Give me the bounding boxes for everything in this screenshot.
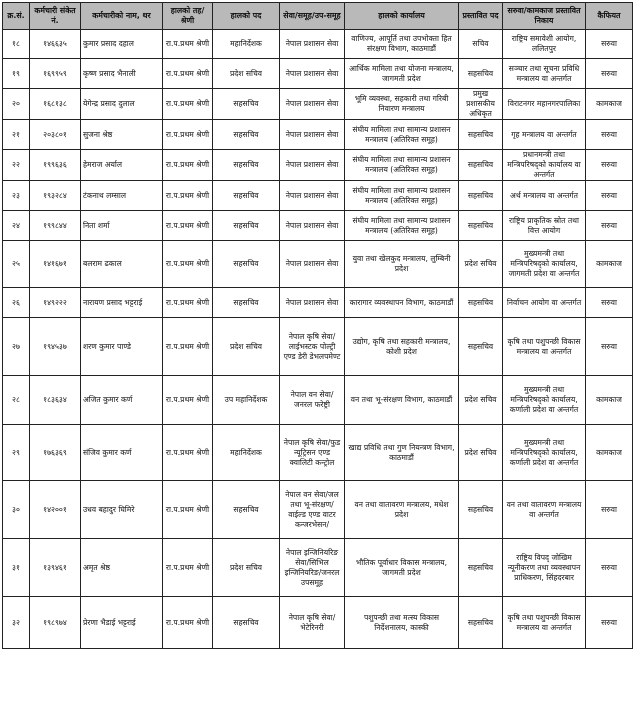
office-cell: वाणिज्य, आपूर्ति तथा उपभोक्ता हित संरक्षण विभाग, काठमाडौं bbox=[345, 30, 459, 59]
level-cell: रा.प.प्रथम श्रेणी bbox=[163, 150, 213, 181]
table-row bbox=[3, 211, 633, 241]
serial-cell: २६ bbox=[3, 288, 30, 318]
proposed-post-cell: प्रदेश सचिव bbox=[459, 425, 503, 481]
service-cell: नेपाल इन्जिनियरिङ सेवा/सिभिल इन्जिनियरिङ/जनरल उपसमूह bbox=[280, 539, 345, 597]
post-cell: उप महानिर्देशक bbox=[213, 376, 280, 425]
serial-cell: ३० bbox=[3, 481, 30, 539]
level-cell: रा.प.प्रथम श्रेणी bbox=[163, 425, 213, 481]
level-cell: रा.प.प्रथम श्रेणी bbox=[163, 481, 213, 539]
name-cell: अजित कुमार कर्ण bbox=[81, 376, 163, 425]
office-cell: भूमि व्यवस्था, सहकारी तथा गरिबी निवारण मन्त्रालय bbox=[345, 89, 459, 120]
office-cell: आर्थिक मामिला तथा योजना मन्त्रालय, जागमती प्रदेश bbox=[345, 59, 459, 89]
post-cell: सहसचिव bbox=[213, 241, 280, 288]
code-cell: १९८९७४ bbox=[30, 597, 81, 649]
post-cell: सहसचिव bbox=[213, 211, 280, 241]
proposed-body-cell: मुख्यमन्त्री तथा मन्त्रिपरिषद्को कार्यालय, जागमती प्रदेश वा अन्तर्गत bbox=[503, 241, 586, 288]
level-cell: रा.प.प्रथम श्रेणी bbox=[163, 181, 213, 211]
service-cell: नेपाल प्रशासन सेवा bbox=[280, 59, 345, 89]
level-cell: रा.प.प्रथम श्रेणी bbox=[163, 30, 213, 59]
name-cell: कुमार प्रसाद दहाल bbox=[81, 30, 163, 59]
transfer-table bbox=[2, 2, 633, 649]
service-cell: नेपाल प्रशासन सेवा bbox=[280, 181, 345, 211]
level-cell: रा.प.प्रथम श्रेणी bbox=[163, 120, 213, 150]
table-row bbox=[3, 120, 633, 150]
proposed-post-cell: सहसचिव bbox=[459, 211, 503, 241]
serial-cell: २५ bbox=[3, 241, 30, 288]
proposed-post-cell: सहसचिव bbox=[459, 181, 503, 211]
serial-cell: २३ bbox=[3, 181, 30, 211]
header-office: हालको कार्यालय bbox=[345, 3, 459, 30]
service-cell: नेपाल कृषि सेवा/भेटेरिनरी bbox=[280, 597, 345, 649]
code-cell: १७६३६९ bbox=[30, 425, 81, 481]
service-cell: नेपाल वन सेवा/जल तथा भू-संरक्षण/वाईल्ड एण्ड वाटर कन्जरभेसन/ bbox=[280, 481, 345, 539]
office-cell: पशुपन्छी तथा मत्स्य विकास निर्देशनालय, कास्की bbox=[345, 597, 459, 649]
remark-cell: सरुवा bbox=[586, 288, 633, 318]
office-cell: युवा तथा खेलकुद मन्त्रालय, लुम्बिनी प्रदेश bbox=[345, 241, 459, 288]
remark-cell: सरुवा bbox=[586, 120, 633, 150]
proposed-body-cell: मुख्यमन्त्री तथा मन्त्रिपरिषद्को कार्यालय, कर्णाली प्रदेश वा अन्तर्गत bbox=[503, 425, 586, 481]
name-cell: संजिव कुमार कर्ण bbox=[81, 425, 163, 481]
code-cell: १९३२८४ bbox=[30, 181, 81, 211]
post-cell: प्रदेश सचिव bbox=[213, 318, 280, 376]
level-cell: रा.प.प्रथम श्रेणी bbox=[163, 211, 213, 241]
office-cell: संघीय मामिला तथा सामान्य प्रशासन मन्त्रालय (अतिरिक्त समूह) bbox=[345, 150, 459, 181]
proposed-post-cell: प्रदेश सचिव bbox=[459, 376, 503, 425]
proposed-post-cell: सहसचिव bbox=[459, 481, 503, 539]
remark-cell: कामकाज bbox=[586, 89, 633, 120]
proposed-body-cell: वन तथा वातावरण मन्त्रालय वा अन्तर्गत bbox=[503, 481, 586, 539]
serial-cell: ३१ bbox=[3, 539, 30, 597]
name-cell: नारायण प्रसाद भट्टराई bbox=[81, 288, 163, 318]
serial-cell: २८ bbox=[3, 376, 30, 425]
level-cell: रा.प.प्रथम श्रेणी bbox=[163, 241, 213, 288]
serial-cell: ३२ bbox=[3, 597, 30, 649]
office-cell: उद्योग, कृषि तथा सहकारी मन्त्रालय, कोशी प्रदेश bbox=[345, 318, 459, 376]
office-cell: संघीय मामिला तथा सामान्य प्रशासन मन्त्रालय (अतिरिक्त समूह) bbox=[345, 211, 459, 241]
proposed-post-cell: सहसचिव bbox=[459, 288, 503, 318]
header-post: हालको पद bbox=[213, 3, 280, 30]
remark-cell: सरुवा bbox=[586, 59, 633, 89]
serial-cell: १९ bbox=[3, 59, 30, 89]
proposed-body-cell: राष्ट्रिय समावेशी आयोग, ललितपुर bbox=[503, 30, 586, 59]
name-cell: निता शर्मा bbox=[81, 211, 163, 241]
proposed-post-cell: सहसचिव bbox=[459, 597, 503, 649]
proposed-body-cell: गृह मन्त्रालय वा अन्तर्गत bbox=[503, 120, 586, 150]
code-cell: २०३८०१ bbox=[30, 120, 81, 150]
table-row bbox=[3, 89, 633, 120]
post-cell: सहसचिव bbox=[213, 288, 280, 318]
service-cell: नेपाल प्रशासन सेवा bbox=[280, 120, 345, 150]
proposed-body-cell: निर्वाचन आयोग वा अन्तर्गत bbox=[503, 288, 586, 318]
header-name: कर्मचारीको नाम, थर bbox=[81, 3, 163, 30]
header-level: हालको तह/श्रेणी bbox=[163, 3, 213, 30]
header-proposed-post: प्रस्तावित पद bbox=[459, 3, 503, 30]
office-cell: वन तथा भू-संरक्षण विभाग, काठमाडौं bbox=[345, 376, 459, 425]
proposed-post-cell: सहसचिव bbox=[459, 59, 503, 89]
remark-cell: सरुवा bbox=[586, 150, 633, 181]
table-body bbox=[3, 30, 633, 649]
header-proposed-body: सरुवा/कामकाज प्रस्तावित निकाय bbox=[503, 3, 586, 30]
post-cell: सहसचिव bbox=[213, 120, 280, 150]
proposed-body-cell: राष्ट्रिय प्राकृतिक स्रोत तथा वित्त आयोग bbox=[503, 211, 586, 241]
service-cell: नेपाल कृषि सेवा/लाईभस्टक पोल्ट्री एण्ड डेरी डेभलपमेण्ट bbox=[280, 318, 345, 376]
post-cell: प्रदेश सचिव bbox=[213, 59, 280, 89]
office-cell: खाद्य प्रविधि तथा गुण नियन्त्रण विभाग, काठमाडौं bbox=[345, 425, 459, 481]
proposed-post-cell: सहसचिव bbox=[459, 120, 503, 150]
post-cell: प्रदेश सचिव bbox=[213, 539, 280, 597]
code-cell: १४१६७१ bbox=[30, 241, 81, 288]
level-cell: रा.प.प्रथम श्रेणी bbox=[163, 318, 213, 376]
code-cell: १४२००१ bbox=[30, 481, 81, 539]
remark-cell: सरुवा bbox=[586, 211, 633, 241]
name-cell: प्रेरणा भैडाई भट्टराई bbox=[81, 597, 163, 649]
code-cell: १६९९५९ bbox=[30, 59, 81, 89]
post-cell: सहसचिव bbox=[213, 481, 280, 539]
proposed-post-cell: सहसचिव bbox=[459, 539, 503, 597]
serial-cell: २० bbox=[3, 89, 30, 120]
table-row bbox=[3, 376, 633, 425]
level-cell: रा.प.प्रथम श्रेणी bbox=[163, 89, 213, 120]
service-cell: नेपाल वन सेवा/जनरल फरेष्ट्री bbox=[280, 376, 345, 425]
table-row bbox=[3, 241, 633, 288]
level-cell: रा.प.प्रथम श्रेणी bbox=[163, 288, 213, 318]
proposed-body-cell: कृषि तथा पशुपन्छी विकास मन्त्रालय वा अन्तर्गत bbox=[503, 318, 586, 376]
proposed-body-cell: कृषि तथा पशुपन्छी विकास मन्त्रालय वा अन्तर्गत bbox=[503, 597, 586, 649]
code-cell: १९९८४४ bbox=[30, 211, 81, 241]
remark-cell: कामकाज bbox=[586, 241, 633, 288]
header-code: कर्मचारी संकेत नं. bbox=[30, 3, 81, 30]
post-cell: सहसचिव bbox=[213, 181, 280, 211]
name-cell: अमृत श्रेष्ठ bbox=[81, 539, 163, 597]
code-cell: १४९२२२ bbox=[30, 288, 81, 318]
name-cell: उधव बहादुर घिमिरे bbox=[81, 481, 163, 539]
code-cell: १४६६३५ bbox=[30, 30, 81, 59]
code-cell: १८३६३४ bbox=[30, 376, 81, 425]
name-cell: येगेन्द्र प्रसाद दुलाल bbox=[81, 89, 163, 120]
proposed-post-cell: प्रमुख प्रशासकीय अधिकृत bbox=[459, 89, 503, 120]
office-cell: कारागार व्यवस्थापन विभाग, काठमाडौं bbox=[345, 288, 459, 318]
table-row bbox=[3, 597, 633, 649]
remark-cell: सरुवा bbox=[586, 181, 633, 211]
name-cell: कृष्ण प्रसाद भैनाली bbox=[81, 59, 163, 89]
table-row bbox=[3, 181, 633, 211]
name-cell: सुजना श्रेष्ठ bbox=[81, 120, 163, 150]
header-remark: कैफियत bbox=[586, 3, 633, 30]
code-cell: १३९४६१ bbox=[30, 539, 81, 597]
office-cell: संघीय मामिला तथा सामान्य प्रशासन मन्त्रालय (अतिरिक्त समूह) bbox=[345, 120, 459, 150]
proposed-body-cell: सञ्चार तथा सूचना प्रविधि मन्त्रालय वा अन्तर्गत bbox=[503, 59, 586, 89]
post-cell: सहसचिव bbox=[213, 150, 280, 181]
remark-cell: सरुवा bbox=[586, 30, 633, 59]
service-cell: नेपाल प्रशासन सेवा bbox=[280, 211, 345, 241]
serial-cell: २९ bbox=[3, 425, 30, 481]
table-row bbox=[3, 481, 633, 539]
serial-cell: २१ bbox=[3, 120, 30, 150]
remark-cell: कामकाज bbox=[586, 376, 633, 425]
level-cell: रा.प.प्रथम श्रेणी bbox=[163, 59, 213, 89]
proposed-post-cell: सहसचिव bbox=[459, 318, 503, 376]
serial-cell: १८ bbox=[3, 30, 30, 59]
name-cell: शरण कुमार पाण्डे bbox=[81, 318, 163, 376]
post-cell: महानिर्देशक bbox=[213, 30, 280, 59]
table-row bbox=[3, 539, 633, 597]
proposed-body-cell: प्रधानमन्त्री तथा मन्त्रिपरिषद्को कार्यालय वा अन्तर्गत bbox=[503, 150, 586, 181]
office-cell: संघीय मामिला तथा सामान्य प्रशासन मन्त्रालय (अतिरिक्त समूह) bbox=[345, 181, 459, 211]
proposed-body-cell: अर्थ मन्त्रालय वा अन्तर्गत bbox=[503, 181, 586, 211]
service-cell: नेपाल प्रशासन सेवा bbox=[280, 30, 345, 59]
service-cell: नेपाल प्रशासन सेवा bbox=[280, 241, 345, 288]
table-row bbox=[3, 318, 633, 376]
remark-cell: सरुवा bbox=[586, 539, 633, 597]
service-cell: नेपाल प्रशासन सेवा bbox=[280, 288, 345, 318]
code-cell: १९९६३६ bbox=[30, 150, 81, 181]
proposed-body-cell: मुख्यमन्त्री तथा मन्त्रिपरिषद्को कार्यालय, कर्णाली प्रदेश वा अन्तर्गत bbox=[503, 376, 586, 425]
name-cell: टंकनाथ लम्साल bbox=[81, 181, 163, 211]
serial-cell: २२ bbox=[3, 150, 30, 181]
proposed-post-cell: सहसचिव bbox=[459, 150, 503, 181]
remark-cell: सरुवा bbox=[586, 318, 633, 376]
serial-cell: २४ bbox=[3, 211, 30, 241]
proposed-body-cell: विराटनगर महानगरपालिका bbox=[503, 89, 586, 120]
table-row bbox=[3, 150, 633, 181]
service-cell: नेपाल प्रशासन सेवा bbox=[280, 150, 345, 181]
table-row bbox=[3, 288, 633, 318]
table-row bbox=[3, 30, 633, 59]
remark-cell: सरुवा bbox=[586, 481, 633, 539]
name-cell: बलराम ढकाल bbox=[81, 241, 163, 288]
level-cell: रा.प.प्रथम श्रेणी bbox=[163, 539, 213, 597]
service-cell: नेपाल प्रशासन सेवा bbox=[280, 89, 345, 120]
serial-cell: २७ bbox=[3, 318, 30, 376]
table-row bbox=[3, 425, 633, 481]
service-cell: नेपाल कृषि सेवा/फुड न्यूट्रिसन एण्ड क्वालिटी कन्ट्रोल bbox=[280, 425, 345, 481]
header-row bbox=[3, 3, 633, 30]
code-cell: १९४५३७ bbox=[30, 318, 81, 376]
level-cell: रा.प.प्रथम श्रेणी bbox=[163, 376, 213, 425]
proposed-body-cell: राष्ट्रिय विपद् जोखिम न्यूनीकरण तथा व्यवस्थापन प्राधिकरण, सिंहदरबार bbox=[503, 539, 586, 597]
proposed-post-cell: सचिव bbox=[459, 30, 503, 59]
office-cell: वन तथा वातावरण मन्त्रालय, मधेश प्रदेश bbox=[345, 481, 459, 539]
office-cell: भौतिक पूर्वाधार विकास मन्त्रालय, जागमती प्रदेश bbox=[345, 539, 459, 597]
header-service: सेवा/समूह/उप-समूह bbox=[280, 3, 345, 30]
post-cell: सहसचिव bbox=[213, 89, 280, 120]
remark-cell: सरुवा bbox=[586, 597, 633, 649]
post-cell: महानिर्देशक bbox=[213, 425, 280, 481]
remark-cell: कामकाज bbox=[586, 425, 633, 481]
level-cell: रा.प.प्रथम श्रेणी bbox=[163, 597, 213, 649]
table-row bbox=[3, 59, 633, 89]
header-serial: क्र.सं. bbox=[3, 3, 30, 30]
transfer-table-container bbox=[2, 2, 633, 649]
name-cell: हेमराज अर्याल bbox=[81, 150, 163, 181]
code-cell: १६८१३८ bbox=[30, 89, 81, 120]
proposed-post-cell: प्रदेश सचिव bbox=[459, 241, 503, 288]
post-cell: सहसचिव bbox=[213, 597, 280, 649]
